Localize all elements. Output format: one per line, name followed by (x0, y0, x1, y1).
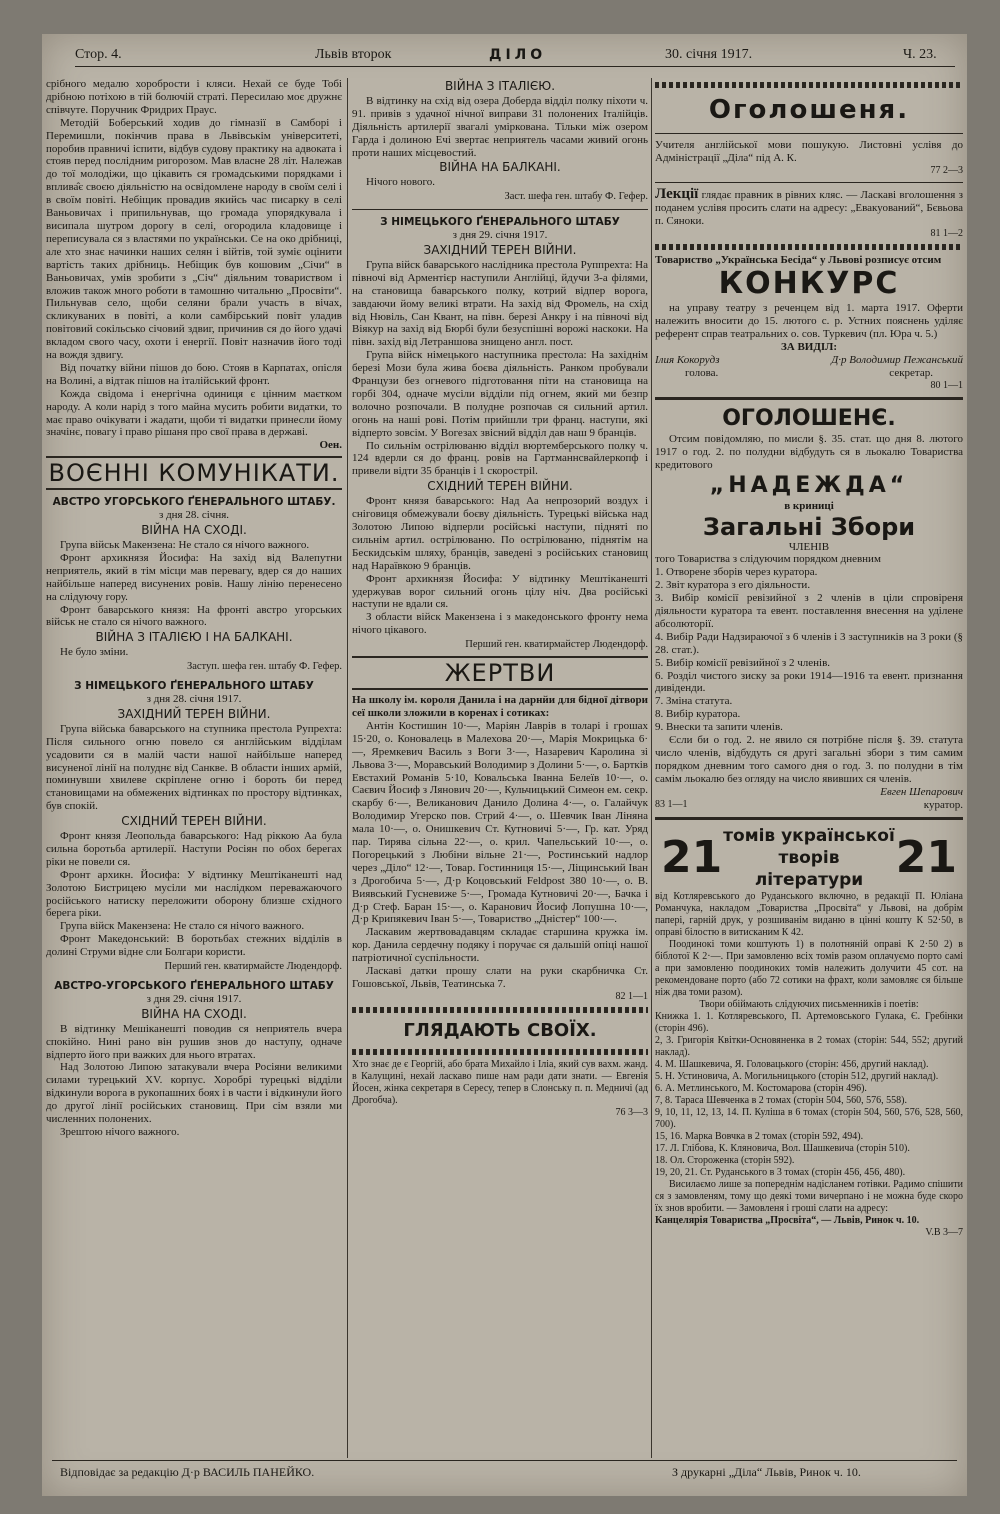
front-heading: ВІЙНА З ІТАЛІЄЮ І НА БАЛКАНІ. (95, 630, 293, 645)
page-number: Стор. 4. (75, 47, 122, 62)
volume-count: 21 (895, 831, 957, 883)
curator-name: Евген Шепарович (880, 785, 963, 798)
column-left (46, 78, 342, 1456)
search-ad-title: ГЛЯДАЮТЬ СВОЇХ. (403, 1019, 597, 1041)
contest-title: КОНКУРС (718, 266, 900, 302)
front-heading: ВІЙНА НА СХОДІ. (141, 523, 247, 538)
meeting-members: ЧЛЕНІВ (788, 540, 830, 553)
report-paragraph: Група війська баварського на ступника престола Рупрехта: Після сильного огню повело ся англійським відділам усадовити ся в малій части нашої найбільше наперед висуненої лінії на полуднє від Санкве. В области інших армій, поминувши хвилеве скріплене огню і бороть би перед становищами на обмежених відтинках по простору відтинках, був спокій. (46, 722, 342, 813)
report-date: з дня 29. січня 1917. (146, 992, 242, 1005)
contest-roles (655, 367, 963, 380)
editor-credit: Відповідає за редакцію Д·р ВАСИЛЬ ПАНЕЙКО. (60, 1465, 315, 1479)
report-paragraph: Фронт баварського князя: На фронті австро угорських військ не стало ся нічого важного. (46, 603, 342, 629)
ads-header: Оголошеня. (708, 95, 910, 125)
agenda-item: 8. Вибір куратора. (655, 708, 741, 721)
books-list-item: 4. М. Шашкевича, Я. Головацького (сторін: 456, другий наклад). (655, 1058, 929, 1070)
report-paragraph: Група військ Макензена: Не стало ся нічого важного. (60, 539, 310, 551)
ad-text: Учителя англійської мови пошукую. Листовні услівя до Адміністрації „Діла“ під А. К. (655, 139, 963, 164)
donations-list: Антін Костишин 10·—, Маріян Лаврів в толарі і грошах 15·20, о. Коновалець в Малехова 20·—, Марія Мокрицька 6·—, Яремкевич Василь з Воги 3·—, Назаревич Каролина зі Львова 3·—, Моравський Володимир з Долини 5·—, о. Бартків Евстахий Романів 5·10, Ковальська Іванна Белеїв 10·—, о. Саєвич Йосиф з Лянович 20·—, Кульчицький Симеон ем. секр. скарбу 6·—, Великанович Данило Долина 4·—, о. Галайчук Володимир Угерско пов. Стрий 4·—, о. Шевчик Іван Ліняна мала 10·—, о. Онишкевич Ст. Кутновичі 5·—, Гр. кат. Уряд пар. Тирява сільна 22·—, о. крил. Чапельський 10·—, о. Погорецький з Любіни вільне 21·—, Ростинський надлор через „Діло“ 12·—, Товар. Гостинниця 15·—, Ліщинський Іван з Дрогобича 5·—, Д·р Коцовський Feldpost 380 10·—, о. В. Виявський Гусневиже 5·—, Громада Кутновичі 20·—, Бачка і Д·р Стеф. Баран 15·—, о. Каранович Йосиф Лопушна 10·—, Д·р Крипякевич Іван 5·—, Товариство „Дністер“ 100·—. (352, 719, 648, 926)
books-ad-address: Канцелярія Товариства „Просвіта“, — Львів, Ринок ч. 10. (655, 1214, 920, 1226)
books-list-item: 9, 10, 11, 12, 13, 14. П. Куліша в 6 томах (сторін 504, 560, 576, 528, 560, 700). (655, 1106, 963, 1130)
report-paragraph: Група війск баварського наслідника престола Руппрехта: На півночі від Арментієр наступили Англійці, йдучи 3-а філями, на становища баварського полку, котрий відпер ворога, завдаючи йому великі втрати. На захід від Фромель, на схід від Нювіль, Сан Квант, на півн. березі Анкру і на півночі від Віякур на захід від Бюрбі були безуспішні ворожі наскоки. На півн. захід від Летраншова знищено англ. пост. (352, 258, 648, 349)
divider (655, 182, 963, 183)
newspaper-page (42, 34, 967, 1496)
agenda-item: 5. Вибір комісії ревізийної з 2 членів. (655, 656, 831, 669)
printer-credit: З друкарні „Діла“ Львів, Ринок ч. 10. (672, 1465, 861, 1479)
contest-board: ЗА ВИДІЛ: (780, 341, 838, 354)
column-right (655, 78, 963, 1456)
books-list-item: 18. Ол. Стороженка (сторін 592). (655, 1154, 795, 1166)
divider (655, 133, 963, 134)
front-heading: ВІЙНА НА СХОДІ. (141, 1006, 247, 1021)
column-divider (651, 78, 652, 1458)
divider (655, 817, 963, 820)
ornament-border (655, 82, 963, 88)
books-ad-line: творів літератури (754, 847, 864, 890)
books-list-item: 17. Л. Глібова, К. Кляновича, Вол. Шашкевича (сторін 510). (655, 1142, 910, 1154)
front-heading: СХІДНИЙ ТЕРЕН ВІЙНИ. (121, 814, 267, 829)
volume-count: 21 (661, 831, 723, 883)
report-paragraph: Фронт архикн. Йосифа: У відтинку Мештікaнешті над Золотою Бистрицею мусіли ми наслідком переважаючого російського натиску переложити оборону близше східного берега ріки. (46, 868, 342, 920)
ad-keyword: Лекції (655, 185, 699, 202)
meeting-note: Єсли би о год. 2. не явило ся потрібне після §. 39. статута число членів, відбудуть ся другі загальні збори з тим самим порядком дневним того самого дня о год. 3. по полудни в тім самім льокалю без огляду на число явивших ся членів. (655, 734, 963, 785)
report-paragraph: Фронт князя баварського: Над Аа непрозорий воздух і сніговиця обмежували боєву діяльність. Турецькі війська над Золотою Липою відперли російські наступи, піднятi по сильнім артил. острілюваню. По острілюваню, піднятім на Бескидськім шляху, бранців, заведені з російських становищ над Нараївкою 9 бранців. (352, 495, 648, 572)
obituary-paragraph: Кожда свідома і енергічна одиниця є цінним маєтком народу. А коли нарід з того майна мусить робити видатки, то має право очікувати і жадати, щоби ті видатки принесли йому значінє, повагу і право рішаня про свої права в державі. (46, 387, 342, 439)
agenda-item: 7. Зміна статута. (655, 695, 733, 708)
masthead (75, 44, 955, 67)
report-paragraph: З области війск Макензена і з македонського фронту нема нічого цікавого. (352, 611, 648, 637)
report-paragraph: В відтинку на схід від озера Доберда відділ полку піхоти ч. 91. привів з удачної нічної виправи 31 полонених Італійців. Діяльність артилерії звагалі умірковaна. Тільки між озером Гарда і долиною Ечі звертає неприятель часами живий огонь проти наших місцевостий. (352, 94, 648, 159)
report-signature: Заступ. шефа ген. штабу Ф. Гефер. (186, 661, 342, 673)
report-signature: Перший ген. кватирмайстер Людендорф. (465, 639, 648, 651)
notice-title: ОГОЛОШЕНЄ. (722, 405, 896, 431)
books-ad-order: Висилаємо лише за попереднім надісланем готівки. Радимо спішити ся з замовленям, тому що деякі томи вичерпано і не можна буде скоро їх знов вробити. — Замовленя і гроші слати на адресу: (655, 1178, 963, 1214)
search-ad-text: Хто знає де є Георгій, або брата Михайло і Іліа, який сув вахм. жанд. в Калущині, нехай ласкаво пише нам ради дати знати. — Евгенія Йосен, жінка секретаря в Сересу, тепер в Слонську п. п. Медничі (ад Дрогобча). (352, 1058, 648, 1106)
section-title: ВОЄННІ КОМУНІКАТИ. (46, 456, 342, 490)
report-signature: Заст. шефа ген. штабу Ф. Гефер. (504, 191, 648, 203)
front-heading: ВІЙНА З ІТАЛІЄЮ. (444, 79, 556, 93)
signatory-name: Ілия Кокорудз (655, 354, 720, 367)
agenda-item: 1. Отворене зборів через куратора. (655, 566, 818, 579)
meeting-title: Загальні Збори (702, 512, 916, 541)
ad-code: 81 1—2 (930, 227, 963, 239)
front-heading: ВІЙНА НА БАЛКАНІ. (439, 160, 561, 175)
ad-code: 83 1—1 (655, 798, 688, 810)
report-paragraph: Зрештою нічого важного. (60, 1125, 180, 1138)
column-middle (352, 78, 648, 1456)
obituary-paragraph: срібного медалю хоробрости і кляси. Нехай се буде Тобі дрібною потіхою в тій болючій страті. Пересилаю моє дружнє співчуте. Поручник Фридрих Праус. (46, 78, 342, 116)
report-paragraph: Нічого нового. (366, 176, 436, 189)
divider (655, 397, 963, 400)
front-heading: ЗАХІДНИЙ ТЕРЕН ВІЙНИ. (117, 706, 271, 721)
ad-code: 77 2—3 (930, 164, 963, 176)
ad-code: 82 1—1 (615, 990, 648, 1002)
books-list-item: 2, 3. Григорія Квітки-Основяненка в 2 томах (сторін: 544, 552; другий наклад). (655, 1034, 963, 1058)
ad-text: глядає правник в рівних кляс. — Ласкаві вголошення з поданем услівя просить слати на адресу: „Евакуований“, Бєвьова п. Сяноки. (655, 188, 963, 227)
donations-title: ЖЕРТВИ (352, 656, 648, 690)
issue-number: Ч. 23. (903, 47, 937, 62)
report-paragraph: Фронт архикнязя Йосифа: На захід від Валепутни неприятель, який в тім місци мав перевагу, вдер ся до наших найбільше наперед висунених ровів. Нашу лінію перенесено на слідуючу гору. (46, 551, 342, 603)
report-paragraph: Фронт князя Леопольда баварського: Над ріккою Аа була сильна боротьба артилерії. Наступи Росіян по обох берегах ріки не повели ся. (46, 830, 342, 868)
newspaper-title: ДІЛО (489, 47, 547, 63)
donations-address: Ласкаві датки прошу слати на руки скарбничка Ст. Гошовської, Львів, Театинська 7. (352, 965, 648, 990)
report-paragraph: Фронт архикнязя Йосифа: У відтинку Мештікaнешті удержував ворог сильний огонь цілу ніч. Два російські наступи не вдали ся. (352, 572, 648, 611)
contest-signatures (655, 354, 963, 367)
agenda-item: 3. Вибір комісії ревізийної з 2 членів в ціли спровіреня діяльности куратора та евент. поставлення внесення на уділене абсолюторії. (655, 592, 963, 630)
agenda-item: 6. Розділ чистого зиску за роки 1914—1916 та евент. признання дивіденди. (655, 669, 963, 695)
report-title: АВСТРО-УГОРСЬКОГО ҐЕНЕРАЛЬНОГО ШТАБУ (54, 980, 334, 992)
issue-date: 30. січня 1917. (665, 47, 753, 62)
agenda-item: 4. Вибір Ради Надзираючої з 6 членів і 3 заступників на 3 роки (§ 28. стат.). (655, 630, 963, 656)
report-paragraph: Група війск Макензена: Не стало ся нічого важного. (60, 920, 305, 933)
books-list-item: 5. Н. Устиновича, А. Могильницького (сторін 512, другий наклад). (655, 1070, 939, 1082)
signatory-name: Д·р Володимир Пежанський (831, 354, 963, 367)
ad-code: 80 1—1 (930, 379, 963, 391)
agenda-item: 2. Звіт куратора з его діяльности. (655, 579, 811, 592)
contest-organizer: Товариство „Українська Бесіда“ у Львові розписує отсим (655, 253, 942, 266)
obituary-paragraph: Методій Боберський ходив до гімназії в Самборі і Перемишли, покінчив права в Львівськім університеті, поробив правничі іспити, відбув судову практику на адвоката і стояв перед послідним ригорозом. Мав власне 28 літ. Належав до тої молодіжи, що цікавить ся громадськими порядками і вплива̂є своєю діяльністю на освідомлене народу в своїм селі і в своїм повіті. Небіщик провадив якийсь час писарку в селі Ваньовичах і припильнував, що громада упорядкувала і висипала шутром дорогу в селі, огородила кладовище і переписувала ся з властями по українськи. Се на око дрібниці, але хто знає начинки наших селян і війтів, той зуміє оцінити вартість таких дрібниць. Небіщик був кошовим „Січи“ в Ваньовичах, умів зробити з „Січ“ діяльним товариством і вложив також много роботи в тамошню читальню „Просвіти“. Пильнував село, щоби селяни брали участь в вічах, скликуваних в повіті, а коли самбірський повіт уладив повітовий сокільсько січовий здвиг, причинив ся до його удачі вкладом свого часу, охоти і енергії. Повіт назначив його тоді на вождя здвигу. (46, 116, 342, 362)
books-list-item: 19, 20, 21. Ст. Руданського в 3 томах (сторін 456, 456, 480). (655, 1166, 906, 1178)
notice-text: Отсим повідомляю, по мисли §. 35. стат. що дня 8. лютого 1917 о год. 2. по полудни відбудуть ся в льокалю Товариства кредитового (655, 432, 963, 471)
obituary-paragraph: Від початку війни пішов до бою. Стояв в Карпатах, опісля на Волині, а відтак пішов на італійський фронт. (46, 361, 342, 387)
report-date: з дня 28. січня. (158, 509, 230, 522)
books-list-item: 7, 8. Тараса Шевченка в 2 томах (сторін 504, 560, 576, 558). (655, 1094, 908, 1106)
ornament-border (352, 1007, 648, 1013)
divider (352, 209, 648, 210)
meeting-footer (655, 799, 963, 812)
report-paragraph: В відтинку Мешіканешті поводив ся неприятель вчера спокійно. Нині рано він рушив знов до наступу, одначе відперто його при важких для нього втратах. (46, 1022, 342, 1061)
books-ad-text: від Котляревського до Руданського включно, в редакції П. Юліана Романчука, накладом „Товариства „Просвіта“ у Львові, на добрім папері, гарній друк, у розшиванім виданю в цінні кошту К 52·50, в оправі білостю в витисканим К 42. (655, 890, 963, 938)
obituary-signature: Оен. (319, 439, 342, 452)
agenda-lead: того Товариства з слідуючим порядком дневним (655, 553, 881, 566)
report-signature: Перший ген. кватирмайсте Людендорф. (164, 961, 342, 973)
books-ad-header (655, 825, 963, 891)
column-divider (347, 78, 348, 1458)
signatory-role: голова. (685, 366, 719, 379)
report-title: З НІМЕЦЬКОГО ҐЕНЕРАЛЬНОГО ШТАБУ (74, 680, 314, 693)
agenda-list (655, 566, 963, 734)
books-list (655, 1011, 963, 1179)
donations-thanks: Ласкавим жертвовадавцям складає старшина кружка ім. кор. Данила сердечну подяку і поручає ся дальшій опіці нашої патріотичної суспільности. (352, 926, 648, 965)
report-paragraph: Над Золотою Липою затакували вчера Росіяни великими силами турецький XV. корпус. Хоробрі турецькі відділи відкинули ворога в рукопашних боях і в части і відкинули його до другої лінії російських становищ. При сім взяли ми численних полонених. (46, 1061, 342, 1126)
report-paragraph: Не було зміни. (60, 646, 129, 659)
curator-role: куратор. (923, 798, 963, 811)
books-list-item: 6. А. Метлинського, М. Костомарова (сторін 496). (655, 1082, 867, 1094)
books-ad-text: Поодинокі томи коштують 1) в полотняній оправі К 2·50 2) в біблотої К 2·—. При замовленю всіх томів разом оплачуємо порто самі а при замовленю поодиноких томів належить долучити 45 сот. на рекомендоване порто (або 72 сотики на фрахт, коли замовляє ся більше ніж два томи разом). (655, 938, 963, 998)
report-date: з дня 28. січня 1917. (146, 692, 242, 705)
books-list-item: Книжка 1. 1. Котляревського, П. Артемовського Гулака, Є. Гребінки (сторін 496). (655, 1010, 963, 1034)
front-heading: СХІДНИЙ ТЕРЕН ВІЙНИ. (427, 479, 573, 494)
report-paragraph: По сильнім острілюваню відділ вюртемберського полку ч. 124 вдерли ся до франц. ровів на Гартманнсвайлеркопф і привели відти 35 бранців і 1 скорострil. (352, 439, 648, 478)
donations-lead: На школу ім. короля Данила і на дарнйи для бідної дітвори сеї школи зложили в коренах і сотиках: (352, 694, 648, 719)
report-paragraph: Фронт Македонський: В боротьбах стежних відділів в долині Струми відне сли Болгари користи. (46, 933, 342, 959)
report-date: з дня 29. січня 1917. (452, 229, 548, 242)
place-day: Львів второк (315, 47, 392, 62)
contest-text: на управу театру з реченцем від 1. марта 1917. Оферти належить вносити до 15. лютого с. р. Устних пояснень уділяє референт справ театральних о. сов. Туркевич (пл. Юра ч. 5.) (655, 302, 963, 341)
report-paragraph: Група війск німецького наступника престола: На західнім березі Мози була жива боєва діяльність. Ранком пробували Французи без огневого підготовання піти на становища на горбі 304, одначе мусіли відділи під огнем, який ми безпр волочно розпочали. В полудне розпочав ся сильний артил. огонь на наші рові. Потім прийшли три франц. наступи, які відперто зовсім. У Вогезах звісний відділ дав наш 9 бранців. (352, 349, 648, 439)
ad-code: V.B 3—7 (925, 1226, 963, 1238)
books-ad-line: томів української (723, 825, 895, 846)
books-list-item: 15, 16. Марка Вовчка в 2 томах (сторін 592, 494). (655, 1130, 864, 1142)
agenda-item: 9. Внески та запити членів. (655, 721, 783, 734)
ornament-border (655, 244, 963, 250)
report-title: З НІМЕЦЬКОГО ҐЕНЕРАЛЬНОГО ШТАБУ (380, 216, 620, 229)
signatory-role: секретар. (889, 366, 933, 379)
ornament-border (352, 1049, 648, 1055)
front-heading: ЗАХІДНИЙ ТЕРЕН ВІЙНИ. (423, 242, 577, 257)
report-title: АВСТРО УГОРСЬКОГО ҐЕНЕРАЛЬНОГО ШТАБУ. (52, 496, 336, 509)
society-name: „НАДЕЖДА“ (709, 472, 909, 498)
books-ad-lead: Твори обіймають слідуючих письменників і поетів: (699, 998, 919, 1010)
ad-code: 76 3—3 (615, 1106, 648, 1118)
page-footer (52, 1460, 957, 1481)
society-place: в криниці (784, 499, 834, 512)
